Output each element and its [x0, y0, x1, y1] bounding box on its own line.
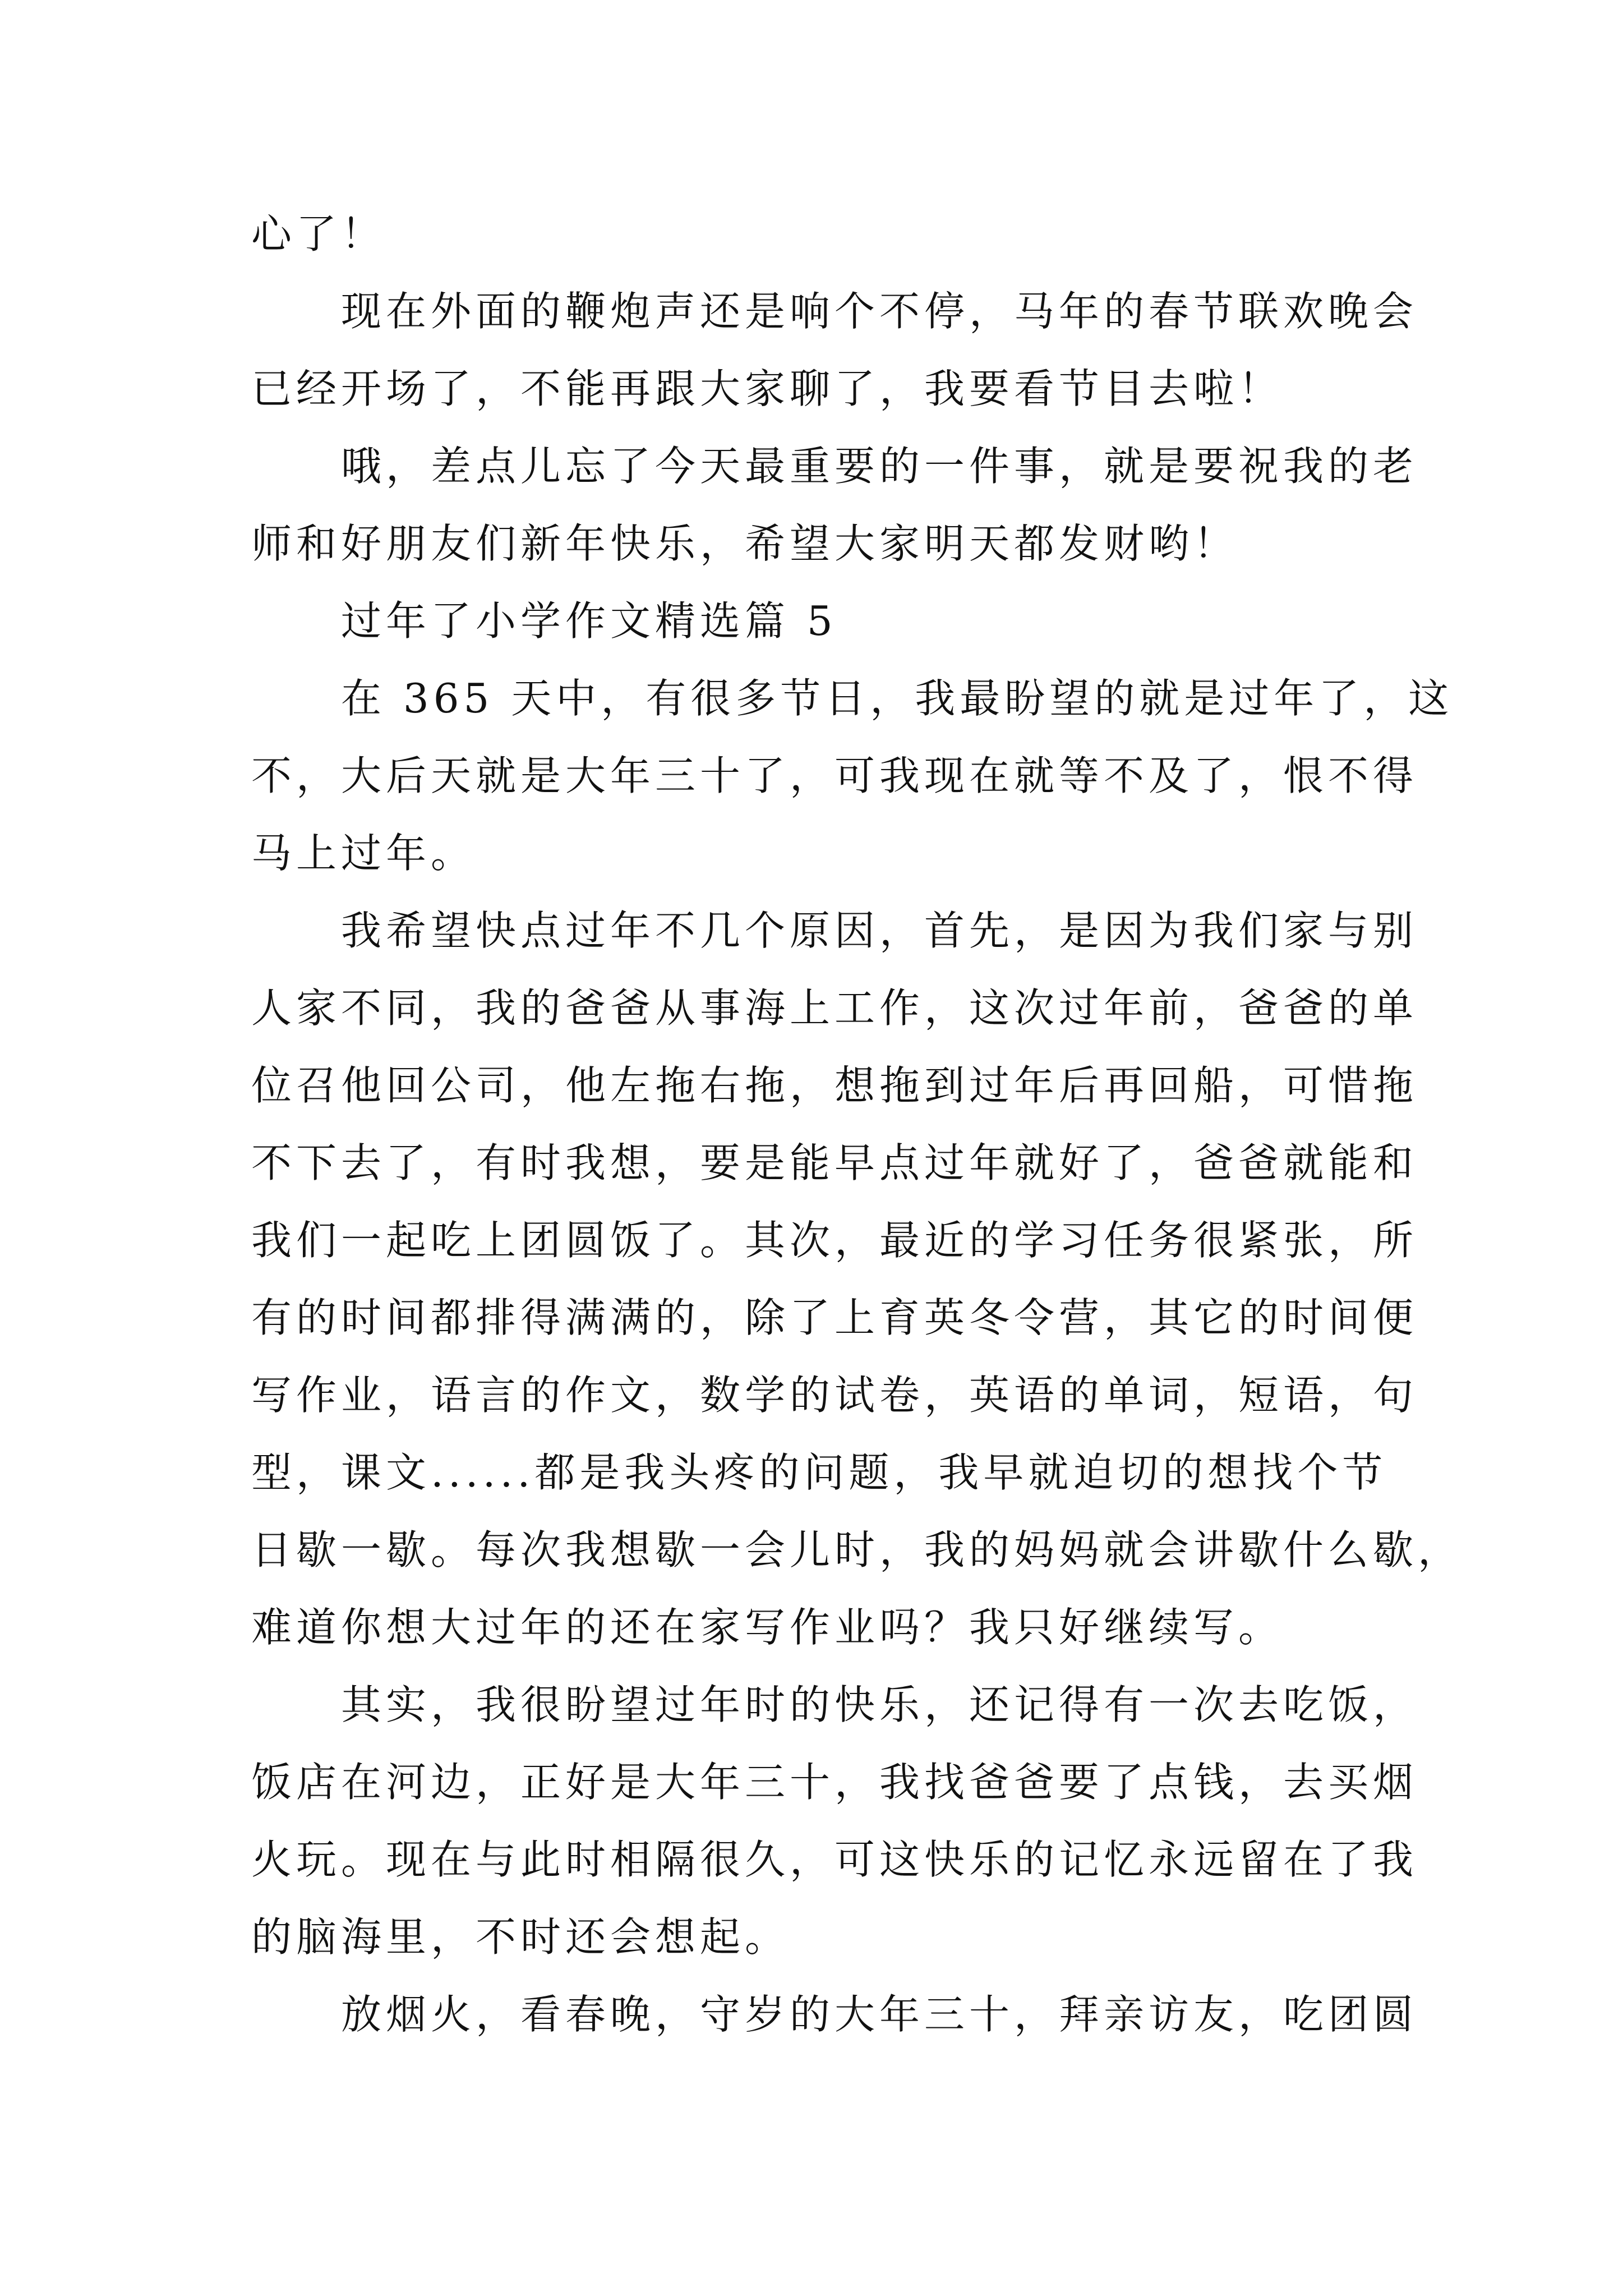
text-line: 日歇一歇。每次我想歇一会儿时，我的妈妈就会讲歇什么歇，	[251, 1526, 1463, 1573]
text-line: 心了！	[251, 210, 386, 257]
text-line: 在 365 天中，有很多节日，我最盼望的就是过年了，这	[341, 675, 1454, 722]
text-line: 放烟火，看春晚，守岁的大年三十，拜亲访友，吃团圆	[341, 1991, 1418, 2038]
article-body	[251, 195, 1463, 2053]
text-line: 已经开场了，不能再跟大家聊了，我要看节目去啦！	[251, 365, 1284, 412]
text-line: 难道你想大过年的还在家写作业吗？我只好继续写。	[251, 1604, 1284, 1651]
text-line: 人家不同，我的爸爸从事海上工作，这次过年前，爸爸的单	[251, 984, 1418, 1032]
text-line: 哦，差点儿忘了今天最重要的一件事，就是要祝我的老	[341, 443, 1418, 490]
section-heading: 过年了小学作文精选篇 5	[341, 597, 837, 645]
text-line: 不下去了，有时我想，要是能早点过年就好了，爸爸就能和	[251, 1139, 1418, 1186]
text-line: 师和好朋友们新年快乐，希望大家明天都发财哟！	[251, 520, 1239, 567]
text-line: 火玩。现在与此时相隔很久，可这快乐的记忆永远留在了我	[251, 1836, 1418, 1883]
text-line: 我们一起吃上团圆饭了。其次，最近的学习任务很紧张，所	[251, 1217, 1418, 1264]
text-line: 马上过年。	[251, 830, 476, 877]
text-line: 现在外面的鞭炮声还是响个不停，马年的春节联欢晚会	[341, 288, 1418, 335]
text-line: 写作业，语言的作文，数学的试卷，英语的单词，短语，句	[251, 1372, 1418, 1419]
text-line: 我希望快点过年不几个原因，首先，是因为我们家与别	[341, 907, 1418, 954]
text-line: 其实，我很盼望过年时的快乐，还记得有一次去吃饭，	[341, 1681, 1418, 1728]
text-line: 型，课文......都是我头疼的问题，我早就迫切的想找个节	[251, 1449, 1387, 1496]
text-line: 不，大后天就是大年三十了，可我现在就等不及了，恨不得	[251, 752, 1418, 799]
text-line: 的脑海里，不时还会想起。	[251, 1913, 790, 1961]
text-line: 位召他回公司，他左拖右拖，想拖到过年后再回船，可惜拖	[251, 1062, 1418, 1109]
text-line: 饭店在河边，正好是大年三十，我找爸爸要了点钱，去买烟	[251, 1759, 1418, 1806]
text-line: 有的时间都排得满满的，除了上育英冬令营，其它的时间便	[251, 1294, 1418, 1341]
